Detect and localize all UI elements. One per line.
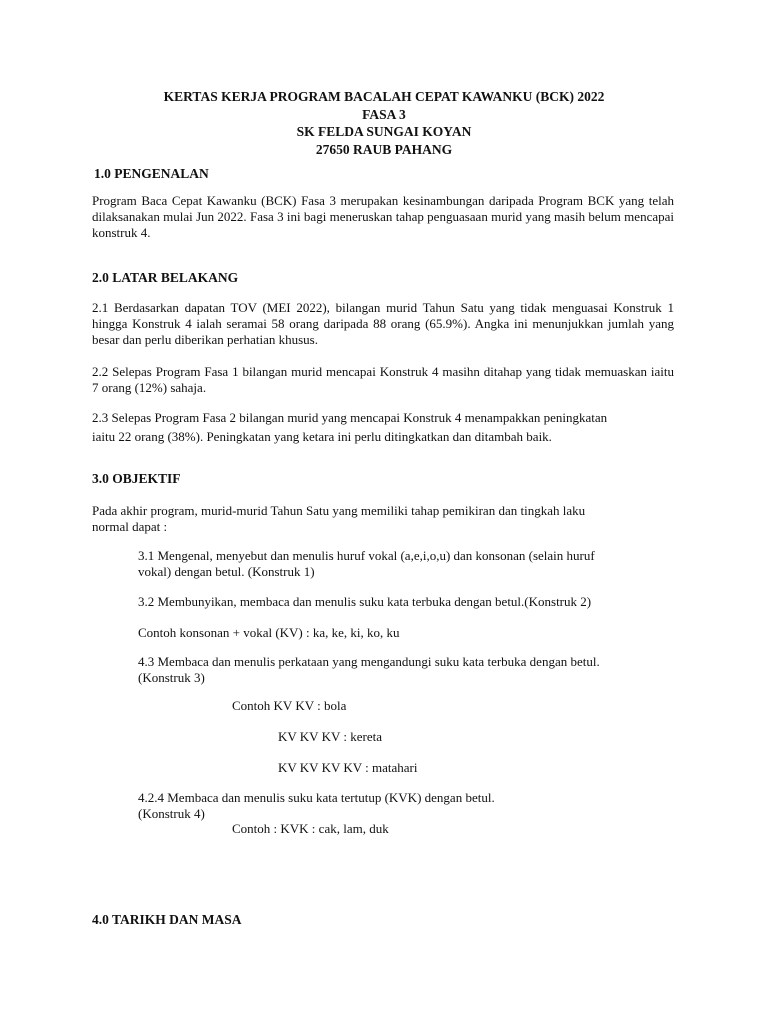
example-kvkvkv: KV KV KV : kereta <box>278 729 382 744</box>
objective-4-2-4 <box>138 790 495 822</box>
objective-4-2-4-line-1: 4.2.4 Membaca dan menulis suku kata tertutup (KVK) dengan betul. <box>138 790 495 805</box>
example-kvkv: Contoh KV KV : bola <box>232 698 347 713</box>
objective-3-2: 3.2 Membunyikan, membaca dan menulis suku kata terbuka dengan betul.(Konstruk 2) <box>138 594 592 609</box>
example-kvkvkvkv: KV KV KV KV : matahari <box>278 760 418 775</box>
section-4-heading: 4.0 TARIKH DAN MASA <box>92 912 242 927</box>
section-1-heading: 1.0 PENGENALAN <box>94 166 209 181</box>
objective-intro <box>92 503 585 535</box>
title-line-2: FASA 3 <box>362 106 406 122</box>
objective-3-1-line-1: 3.1 Mengenal, menyebut dan menulis huruf vokal (a,e,i,o,u) dan konsonan (selain huruf <box>138 548 595 563</box>
section-3-heading: 3.0 OBJEKTIF <box>92 471 181 486</box>
objective-4-3 <box>138 654 600 686</box>
objective-3-1-line-2: vokal) dengan betul. (Konstruk 1) <box>138 564 315 579</box>
section-1-paragraph: Program Baca Cepat Kawanku (BCK) Fasa 3 merupakan kesinambungan daripada Program BCK yang telah dilaksanakan mulai Jun 2022. Fasa 3 ini bagi meneruskan tahap penguasaan murid yang masih belum mencapai konstruk 4. <box>92 193 674 240</box>
title-line-1: KERTAS KERJA PROGRAM BACALAH CEPAT KAWANKU (BCK) 2022 <box>163 89 605 104</box>
objective-4-3-line-1: 4.3 Membaca dan menulis perkataan yang mengandungi suku kata terbuka dengan betul. <box>138 654 600 669</box>
paragraph-2-1: 2.1 Berdasarkan dapatan TOV (MEI 2022), bilangan murid Tahun Satu yang tidak menguasai Konstruk 1 hingga Konstruk 4 ialah seramai 58 orang daripada 88 orang (65.9%). Angka ini menunjukkan jumlah yang besar dan perlu diberikan perhatian khusus. <box>92 300 674 347</box>
paragraph-2-2: 2.2 Selepas Program Fasa 1 bilangan murid mencapai Konstruk 4 masihn ditahap yang tidak memuaskan iaitu 7 orang (12%) sahaja. <box>92 364 674 395</box>
paragraph-2-3-line-2: iaitu 22 orang (38%). Peningkatan yang ketara ini perlu ditingkatkan dan ditambah baik. <box>92 429 552 444</box>
objective-intro-line-2: normal dapat : <box>92 519 168 534</box>
document-title <box>0 88 768 158</box>
paragraph-2-3-line-1: 2.3 Selepas Program Fasa 2 bilangan murid yang mencapai Konstruk 4 menampakkan peningkatan <box>92 410 608 425</box>
example-kvk: Contoh : KVK : cak, lam, duk <box>232 821 389 836</box>
paragraph-2-3 <box>92 410 607 445</box>
example-kv: Contoh konsonan + vokal (KV) : ka, ke, ki, ko, ku <box>138 625 400 640</box>
objective-4-3-line-2: (Konstruk 3) <box>138 670 205 685</box>
title-line-3: SK FELDA SUNGAI KOYAN <box>296 124 472 139</box>
title-line-4: 27650 RAUB PAHANG <box>315 141 453 157</box>
objective-intro-line-1: Pada akhir program, murid-murid Tahun Satu yang memiliki tahap pemikiran dan tingkah laku <box>92 503 586 518</box>
objective-4-2-4-line-2: (Konstruk 4) <box>138 806 205 821</box>
section-2-heading: 2.0 LATAR BELAKANG <box>92 270 239 285</box>
objective-3-1 <box>138 548 595 580</box>
